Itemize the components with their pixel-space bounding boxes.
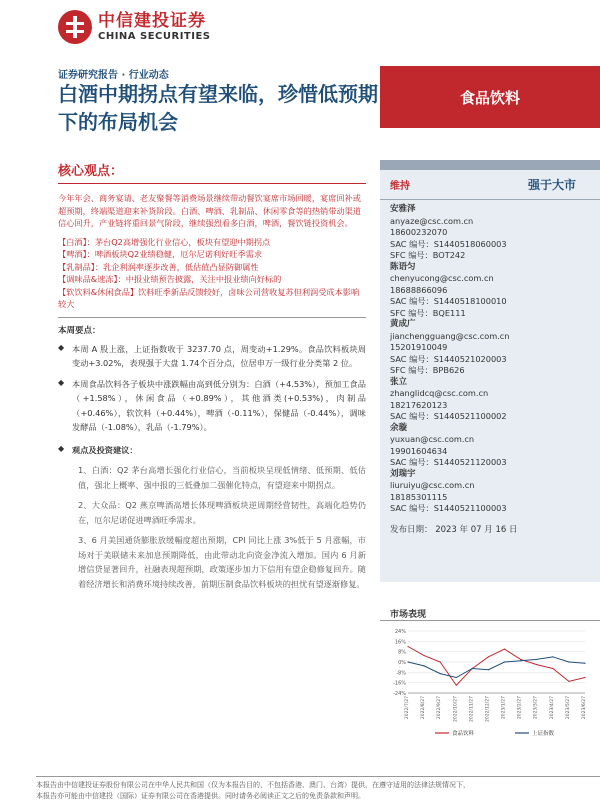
diamond-bullet-icon: ◆ xyxy=(58,377,65,387)
analyst-phone: 18600232070 xyxy=(390,227,448,237)
analyst-name: 陈语匀 xyxy=(390,261,416,272)
analyst-email[interactable]: anyaze@csc.com.cn xyxy=(390,215,474,226)
x-tick-label: 2022/8/27 xyxy=(421,696,427,720)
data-point xyxy=(456,677,457,678)
x-tick-label: 2022/12/27 xyxy=(485,696,491,722)
market-heading: 市场表现 xyxy=(390,610,427,620)
data-point xyxy=(584,677,585,678)
x-tick-label: 2022/11/27 xyxy=(469,696,475,722)
diamond-bullet-icon: ◆ xyxy=(58,443,65,453)
y-tick-label: 24% xyxy=(394,629,406,635)
x-tick-label: 2023/4/27 xyxy=(549,696,555,720)
analyst-sfc: SFC 编号：BQE111 xyxy=(390,307,466,318)
advice-paragraph: 2、大众品：Q2 燕京啤酒高增长体现啤酒板块逆周期经营韧性，高端化趋势仍在，厄尔尼诺促进啤酒旺季需求。 xyxy=(78,500,366,525)
analyst-card xyxy=(380,319,600,377)
analyst-name: 刘瑞宇 xyxy=(390,468,416,479)
highlight-item: 【乳制品】：乳企利润率逐步改善，低估值凸显防御属性 xyxy=(58,261,259,272)
data-point xyxy=(407,646,408,647)
advice-header xyxy=(58,443,366,458)
advice-heading: 观点及投资建议： xyxy=(72,444,138,455)
x-tick-label: 2023/3/27 xyxy=(533,696,539,720)
analyst-card xyxy=(380,377,600,423)
analyst-card xyxy=(380,469,600,515)
y-tick-label: 8% xyxy=(398,649,406,656)
brand-name-en: CHINA SECURITIES xyxy=(98,31,211,42)
data-point xyxy=(520,659,521,660)
sector-badge: 食品饮料 xyxy=(380,66,600,128)
core-heading: 核心观点： xyxy=(58,160,366,184)
section-divider xyxy=(58,317,366,318)
x-tick-label: 2022/10/27 xyxy=(453,696,459,722)
x-tick-label: 2022/9/27 xyxy=(437,696,443,720)
y-tick-label: -24% xyxy=(393,691,406,697)
data-point xyxy=(504,648,505,649)
y-tick-label: -8% xyxy=(396,670,406,677)
report-title: 白酒中期拐点有望来临，珍惜低预期下的布局机会 xyxy=(58,82,378,134)
analyst-email[interactable]: zhanglidcq@csc.com.cn xyxy=(390,388,489,398)
analyst-sac: SAC 编号：S1440521100003 xyxy=(390,503,507,513)
analyst-sfc: SFC 编号：BOT242 xyxy=(390,250,466,260)
weekly-bullet xyxy=(58,377,366,435)
rating-value: 强于大市 xyxy=(527,178,576,192)
advice-paragraph: 3、6 月美国通货膨胀放缓幅度超出预期，CPI 同比上涨 3%低于 5 月涨幅，市场对于美联储未来加息预期降低，由此带动北向资金净流入增加。国内 6 月新增信贷显著回升，社融表现超预期，政策逐步加力下信用有望企稳修复回升。随着经济增长和消费环境持续改善，前期压制食品饮料板块的担忧有望逐渐修复。 xyxy=(78,535,366,589)
data-point xyxy=(488,656,489,657)
analyst-sfc: SFC 编号：BPB626 xyxy=(390,365,465,375)
data-point xyxy=(584,663,585,664)
brand-logo xyxy=(58,10,211,44)
data-point xyxy=(520,660,521,661)
analyst-sac: SAC 编号：S1440518100010 xyxy=(390,296,507,306)
core-summary: 今年年会、商务宴请、老友聚餐等消费场景继续带动餐饮宴席市场回暖，宴席回补或超预期，终端渠道迎来补货阶段。白酒、啤酒、乳制品、休闲零食等的热销带动渠道信心回升，产业链将重回景气阶段，继续强烈看多白酒，啤酒，餐饮链投资机会。 xyxy=(58,193,361,228)
y-tick-label: 16% xyxy=(394,639,406,646)
brand-emblem-icon xyxy=(58,10,92,44)
highlight-item: 【白酒】：茅台Q2高增强化行业信心，板块有望迎中期拐点 xyxy=(58,236,271,247)
x-tick-label: 2023/6/27 xyxy=(582,696,587,720)
y-tick-label: -16% xyxy=(393,680,406,687)
main-content xyxy=(58,160,366,591)
data-point xyxy=(536,664,537,665)
data-point xyxy=(456,685,457,686)
footer-line: 本报告由中信建投证券股份有限公司在中华人民共和国（仅为本报告目的，不包括香港、澳门、台湾）提供，在遵守适用的法律法规情况下， xyxy=(36,781,470,789)
analyst-phone: 15201910049 xyxy=(390,342,448,352)
analyst-sac: SAC 编号：S1440521020003 xyxy=(390,353,507,364)
x-tick-label: 2022/7/27 xyxy=(405,696,410,720)
legend-label: 上证指数 xyxy=(532,731,555,737)
analyst-sac: SAC 编号：S1440518060003 xyxy=(390,238,507,249)
rating-row xyxy=(380,170,600,200)
data-point xyxy=(407,661,408,662)
rating-label: 维持 xyxy=(390,181,410,192)
weekly-bullet-text: 本周食品饮料各子板块中涨跌幅由高到低分别为：白酒（+4.53%），预加工食品（+1.58%），休闲食品（+0.89%），其他酒类(+0.53%)，肉制品（+0.46%），软饮料（+0.44%），啤酒（-0.11%），保健品（-0.44%），调味发酵品（-1.08%），乳品（-1.79%）。 xyxy=(72,378,366,432)
highlight-item: 【软饮料&休闲食品】饮料旺季新品反馈较好，卤味公司营收复苏但利润受成本影响较大 xyxy=(58,286,360,309)
analyst-list xyxy=(380,204,600,515)
analyst-name: 张立 xyxy=(390,376,408,387)
highlight-item: 【调味品&速冻】：中报业绩预告披露，关注中报业绩向好标的 xyxy=(58,274,282,284)
analyst-email[interactable]: yuxuan@csc.com.cn xyxy=(390,434,475,444)
y-tick-label: 0% xyxy=(398,660,406,666)
panel-top-bar xyxy=(380,160,600,170)
data-point xyxy=(440,661,441,662)
advice-paragraph: 1、白酒：Q2 茅台高增长强化行业信心，当前板块呈现低情绪、低预期、低估值，强北上概率、强中报的三低叠加二强催化特点，有望迎来中期拐点。 xyxy=(78,465,366,490)
analyst-card xyxy=(380,423,600,469)
data-point xyxy=(552,656,553,657)
report-type: 证券研究报告 · 行业动态 xyxy=(58,70,169,81)
data-point xyxy=(488,669,489,670)
data-point xyxy=(504,661,505,662)
highlight-item: 【啤酒】：啤酒板块Q2业绩稳健，厄尔尼诺利好旺季需求 xyxy=(58,249,263,259)
weekly-bullet xyxy=(58,342,366,371)
x-tick-label: 2023/5/27 xyxy=(565,696,571,720)
data-point xyxy=(423,665,424,666)
analyst-sac: SAC 编号：S1440521100002 xyxy=(390,411,507,421)
brand-name-cn: 中信建投证券 xyxy=(98,11,206,31)
analyst-name: 黄成广 xyxy=(390,319,416,329)
data-point xyxy=(552,668,553,669)
analyst-email[interactable]: liuruiyu@csc.com.cn xyxy=(390,480,475,490)
side-panel xyxy=(380,160,600,582)
market-performance-chart xyxy=(380,625,600,740)
market-divider xyxy=(380,620,600,621)
analyst-email[interactable]: jianchengguang@csc.com.cn xyxy=(390,330,510,341)
analyst-name: 安雅泽 xyxy=(390,204,416,214)
footer-line: 本报告亦可能由中信建投（国际）证券有限公司在香港提供。同时请务必阅读正文之后的免责条款和声明。 xyxy=(36,792,365,800)
data-point xyxy=(440,673,441,674)
publish-date: 发布日期： 2023 年 07 月 16 日 xyxy=(390,524,518,535)
diamond-bullet-icon: ◆ xyxy=(58,342,65,352)
analyst-phone: 19901604634 xyxy=(390,445,448,456)
x-tick-label: 2023/2/27 xyxy=(517,696,523,720)
highlight-list xyxy=(58,236,366,311)
legend-label: 食品饮料 xyxy=(452,731,475,737)
data-point xyxy=(568,681,569,682)
analyst-phone: 18185301115 xyxy=(390,491,448,502)
data-point xyxy=(472,668,473,669)
analyst-phone: 18217620123 xyxy=(390,399,448,410)
data-point xyxy=(568,661,569,662)
analyst-card xyxy=(380,204,600,262)
data-point xyxy=(423,655,424,656)
footer xyxy=(36,776,600,800)
analyst-name: 余璇 xyxy=(390,422,408,433)
weekly-heading: 本周要点： xyxy=(58,325,101,336)
weekly-bullet-text: 本周 A 股上涨，上证指数收于 3237.70 点，周变动+1.29%。食品饮料板块周变动+3.02%，表现强于大盘 1.74个百分点，位居申万一级行业分类第 2 位。 xyxy=(72,343,366,368)
analyst-sac: SAC 编号：S1440521120003 xyxy=(390,457,507,467)
analyst-email[interactable]: chenyucong@csc.com.cn xyxy=(390,273,494,283)
analyst-card xyxy=(380,262,600,320)
x-tick-label: 2023/1/27 xyxy=(501,696,507,720)
analyst-phone: 18688866096 xyxy=(390,284,448,295)
data-point xyxy=(536,659,537,660)
